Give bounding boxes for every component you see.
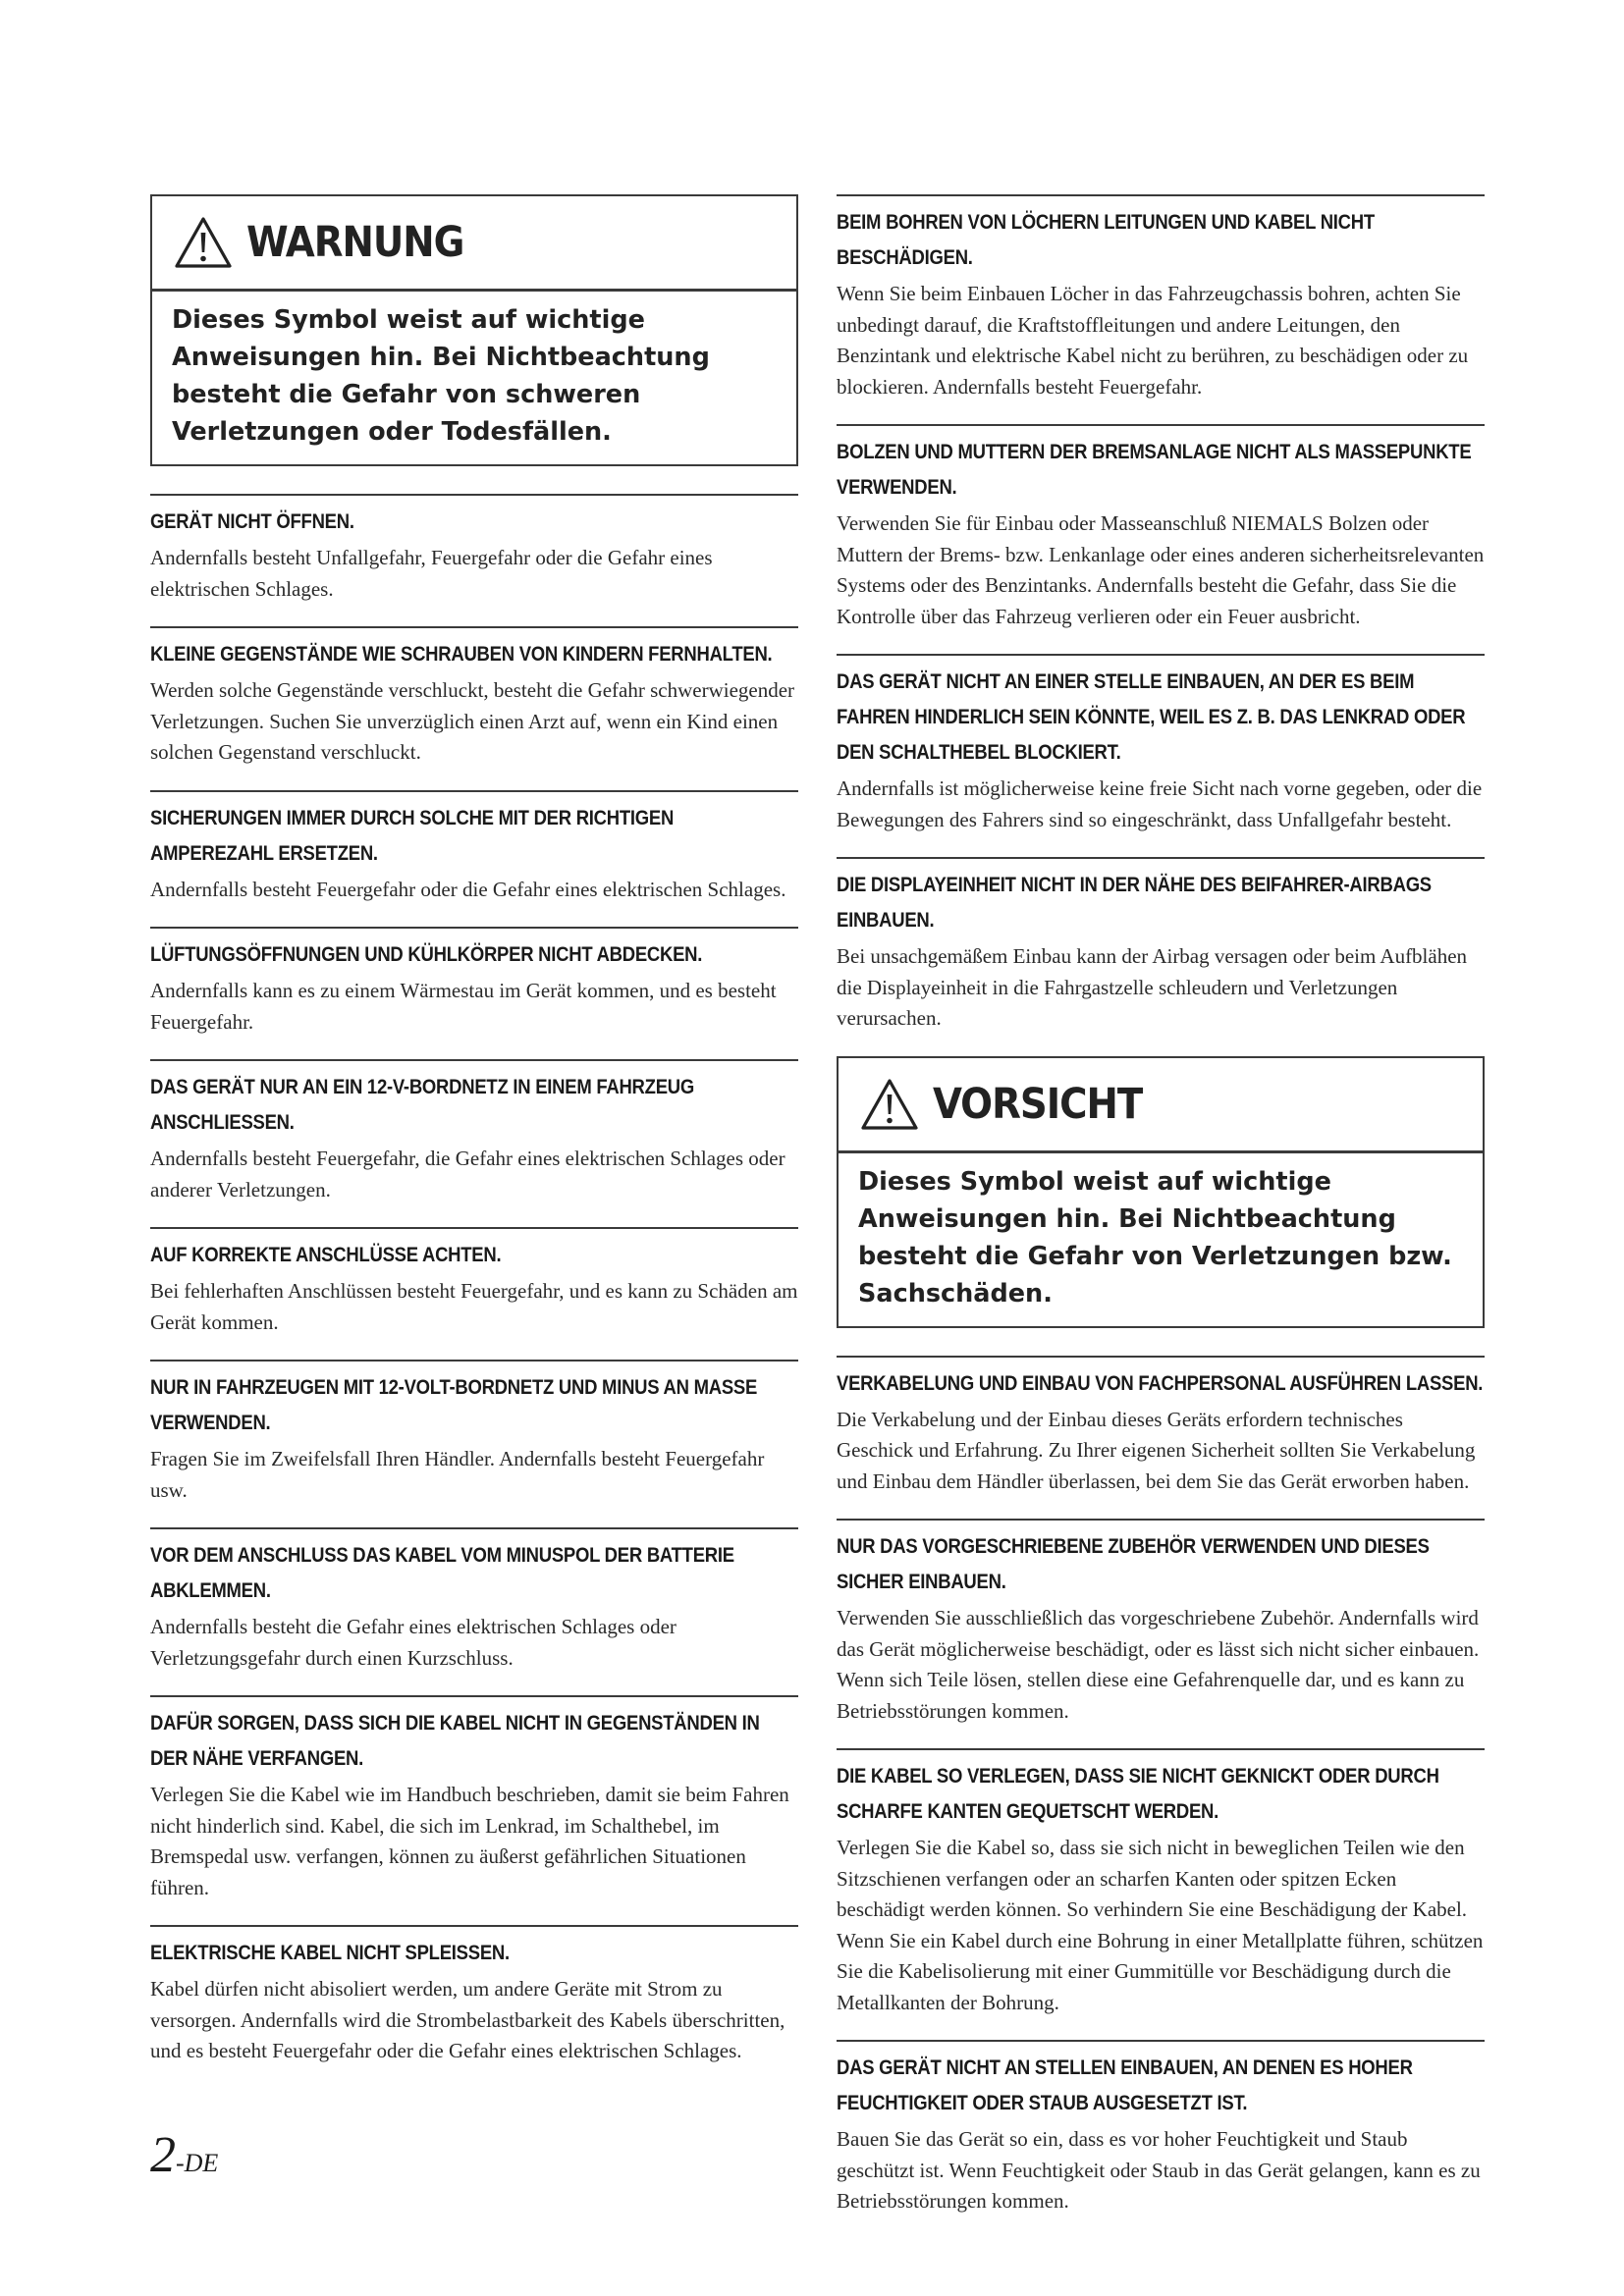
- section-heading: BEIM BOHREN VON LÖCHERN LEITUNGEN UND KABEL NICHT BESCHÄDIGEN.: [837, 210, 1375, 269]
- section-heading: KLEINE GEGENSTÄNDE WIE SCHRAUBEN VON KINDERN FERNHALTEN.: [150, 642, 773, 666]
- section-body: Andernfalls besteht die Gefahr eines elektrischen Schlages oder Verletzungsgefahr durch einen Kurzschluss.: [150, 1615, 677, 1670]
- section-heading: VERKABELUNG UND EINBAU VON FACHPERSONAL AUSFÜHREN LASSEN.: [837, 1370, 1484, 1395]
- caution-text: Dieses Symbol weist auf wichtige Anweisungen hin. Bei Nichtbeachtung besteht die Gefahr von Verletzungen bzw. Sachschäden.: [858, 1166, 1452, 1308]
- section-heading: DAS GERÄT NUR AN EIN 12-V-BORDNETZ IN EINEM FAHRZEUG ANSCHLIESSEN.: [150, 1075, 694, 1134]
- section: [150, 1227, 798, 1338]
- warning-triangle-icon: [860, 1077, 919, 1132]
- section: [150, 1360, 798, 1506]
- warning-triangle-icon: [174, 215, 233, 270]
- section: [837, 2040, 1485, 2217]
- section-body: Verwenden Sie für Einbau oder Masseanschluß NIEMALS Bolzen oder Muttern der Brems- bzw. Lenkanlage oder eines anderen sicherheitsrelevanten Systems oder des Benzintanks. Andernfalls besteht die Gefahr, dass Sie die Kontrolle über das Fahrzeug verlieren oder ein Feuer ausbricht.: [837, 511, 1485, 628]
- warning-header: [152, 196, 796, 292]
- warning-text: Dieses Symbol weist auf wichtige Anweisungen hin. Bei Nichtbeachtung besteht die Gefahr von schweren Verletzungen oder Todesfällen.: [172, 305, 710, 447]
- section-body: Fragen Sie im Zweifelsfall Ihren Händler. Andernfalls besteht Feuergefahr usw.: [150, 1447, 765, 1502]
- section: [150, 927, 798, 1038]
- section-body: Andernfalls besteht Unfallgefahr, Feuergefahr oder die Gefahr eines elektrischen Schlages.: [150, 546, 713, 601]
- section-body: Verwenden Sie ausschließlich das vorgeschriebene Zubehör. Andernfalls wird das Gerät möglicherweise beschädigt, oder es lässt sich nicht sicher einbauen. Wenn sich Teile lösen, stellen diese eine Gefahrenquelle dar, und es kann zu Betriebsstörungen kommen.: [837, 1606, 1480, 1723]
- warning-title: WARNUNG: [246, 218, 464, 267]
- section-body: Verlegen Sie die Kabel wie im Handbuch beschrieben, damit sie beim Fahren nicht hinderlich sind. Kabel, die sich im Lenkrad, im Schalthebel, im Bremspedal usw. verfangen, können zu äußerst gefährlichen Situationen führen.: [150, 1783, 789, 1899]
- section-body: Wenn Sie beim Einbauen Löcher in das Fahrzeugchassis bohren, achten Sie unbedingt darauf, die Kraftstoffleitungen und andere Leitungen, den Benzintank und elektrische Kabel nicht zu berühren, zu beschädigen oder zu blockieren. Andernfalls besteht Feuergefahr.: [837, 282, 1469, 399]
- section-body: Andernfalls besteht Feuergefahr oder die Gefahr eines elektrischen Schlages.: [150, 877, 786, 901]
- section: [837, 654, 1485, 835]
- left-column: [150, 194, 798, 2089]
- page-number-suffix: -DE: [176, 2149, 219, 2177]
- section: [150, 1059, 798, 1205]
- section-body: Bauen Sie das Gerät so ein, dass es vor hoher Feuchtigkeit und Staub geschützt ist. Wenn Feuchtigkeit oder Staub in das Gerät gelangen, kann es zu Betriebsstörungen kommen.: [837, 2127, 1481, 2213]
- section-heading: DAS GERÄT NICHT AN STELLEN EINBAUEN, AN DENEN ES HOHER FEUCHTIGKEIT ODER STAUB AUSGESETZT IST.: [837, 2056, 1413, 2114]
- right-sections-top: [837, 194, 1485, 1035]
- section: [837, 1356, 1485, 1498]
- left-sections: [150, 494, 798, 2067]
- section-heading: DAFÜR SORGEN, DASS SICH DIE KABEL NICHT IN GEGENSTÄNDEN IN DER NÄHE VERFANGEN.: [150, 1711, 760, 1770]
- section-heading: DIE KABEL SO VERLEGEN, DASS SIE NICHT GEKNICKT ODER DURCH SCHARFE KANTEN GEQUETSCHT WERDEN.: [837, 1764, 1439, 1823]
- section-body: Andernfalls kann es zu einem Wärmestau im Gerät kommen, und es besteht Feuergefahr.: [150, 979, 777, 1034]
- section: [837, 1519, 1485, 1727]
- section-heading: NUR IN FAHRZEUGEN MIT 12-VOLT-BORDNETZ UND MINUS AN MASSE VERWENDEN.: [150, 1375, 758, 1434]
- section-body: Werden solche Gegenstände verschluckt, besteht die Gefahr schwerwiegender Verletzungen. Suchen Sie unverzüglich einen Arzt auf, wenn ein Kind einen solchen Gegenstand verschluckt.: [150, 678, 795, 764]
- section: [837, 1748, 1485, 2018]
- section-heading: GERÄT NICHT ÖFFNEN.: [150, 509, 354, 533]
- section: [837, 194, 1485, 402]
- section: [150, 1695, 798, 1903]
- warning-box: [150, 194, 798, 466]
- caution-header: [839, 1058, 1483, 1153]
- right-sections-bottom: [837, 1356, 1485, 2217]
- section: [150, 1527, 798, 1674]
- section-heading: ELEKTRISCHE KABEL NICHT SPLEISSEN.: [150, 1941, 510, 1964]
- caution-box: [837, 1056, 1485, 1328]
- section-heading: DIE DISPLAYEINHEIT NICHT IN DER NÄHE DES BEIFAHRER-AIRBAGS EINBAUEN.: [837, 873, 1432, 932]
- section-heading: DAS GERÄT NICHT AN EINER STELLE EINBAUEN, AN DER ES BEIM FAHREN HINDERLICH SEIN KÖNNTE, WEIL ES Z. B. DAS LENKRAD ODER DEN SCHALTHEBEL BLOCKIERT.: [837, 669, 1466, 764]
- section: [837, 857, 1485, 1035]
- section: [837, 424, 1485, 632]
- page-number-value: 2: [150, 2127, 176, 2183]
- section-body: Bei unsachgemäßem Einbau kann der Airbag versagen oder beim Aufblähen die Displayeinheit in die Fahrgastzelle schleudern und Verletzungen verursachen.: [837, 944, 1468, 1030]
- section-body: Andernfalls besteht Feuergefahr, die Gefahr eines elektrischen Schlages oder anderer Verletzungen.: [150, 1147, 785, 1201]
- section-heading: BOLZEN UND MUTTERN DER BREMSANLAGE NICHT ALS MASSEPUNKTE VERWENDEN.: [837, 440, 1472, 499]
- section-body: Andernfalls ist möglicherweise keine freie Sicht nach vorne gegeben, oder die Bewegungen des Fahrers sind so eingeschränkt, dass Unfallgefahr besteht.: [837, 776, 1483, 831]
- section: [150, 790, 798, 906]
- section-heading: LÜFTUNGSÖFFNUNGEN UND KÜHLKÖRPER NICHT ABDECKEN.: [150, 942, 703, 966]
- section-heading: SICHERUNGEN IMMER DURCH SOLCHE MIT DER RICHTIGEN AMPEREZAHL ERSETZEN.: [150, 805, 675, 865]
- section-heading: VOR DEM ANSCHLUSS DAS KABEL VOM MINUSPOL DER BATTERIE ABKLEMMEN.: [150, 1543, 734, 1602]
- right-column: [837, 194, 1485, 2239]
- section-heading: NUR DAS VORGESCHRIEBENE ZUBEHÖR VERWENDEN UND DIESES SICHER EINBAUEN.: [837, 1534, 1430, 1593]
- page-number: [150, 2126, 218, 2184]
- section-body: Verlegen Sie die Kabel so, dass sie sich nicht in beweglichen Teilen wie den Sitzschienen verfangen oder an scharfen Kanten oder spitzen Ecken beschädigt werden können. So verhindern Sie eine Beschädigung der Kabel. Wenn Sie ein Kabel durch eine Bohrung in einer Metallplatte führen, schützen Sie die Kabelisolierung mit einer Gummitülle vor Beschädigung durch die Metallkanten der Bohrung.: [837, 1836, 1484, 2014]
- caution-title: VORSICHT: [933, 1079, 1143, 1129]
- section-body: Die Verkabelung und der Einbau dieses Geräts erfordern technisches Geschick und Erfahrung. Zu Ihrer eigenen Sicherheit sollten Sie Verkabelung und Einbau dem Händler überlassen, bei dem Sie das Gerät erworben haben.: [837, 1407, 1476, 1493]
- section: [150, 494, 798, 605]
- section-heading: AUF KORREKTE ANSCHLÜSSE ACHTEN.: [150, 1243, 502, 1266]
- section: [150, 626, 798, 769]
- section: [150, 1925, 798, 2067]
- section-body: Bei fehlerhaften Anschlüssen besteht Feuergefahr, und es kann zu Schäden am Gerät kommen.: [150, 1279, 798, 1334]
- section-body: Kabel dürfen nicht abisoliert werden, um andere Geräte mit Strom zu versorgen. Andernfalls wird die Strombelastbarkeit des Kabels überschritten, und es besteht Feuergefahr oder die Gefahr eines elektrischen Schlages.: [150, 1977, 785, 2062]
